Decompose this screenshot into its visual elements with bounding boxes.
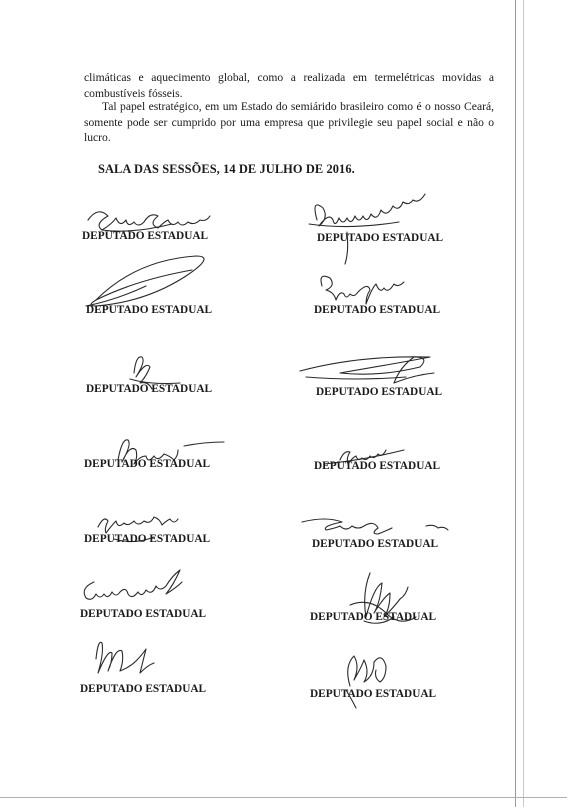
paragraph-continuation: climáticas e aquecimento global, como a realizada em termelétricas movidas a combustíveis fósseis. [84, 71, 494, 100]
signature-label: DEPUTADO ESTADUAL [310, 611, 437, 623]
signature-block [86, 345, 266, 415]
signature-label: DEPUTADO ESTADUAL [314, 304, 441, 316]
signature-block [86, 250, 266, 320]
signature-label: DEPUTADO ESTADUAL [80, 683, 207, 695]
paragraph-strategic-role: Tal papel estratégico, em um Estado do semiárido brasileiro como é o nosso Ceará, somente pode ser cumprido por uma empresa que privilegie seu papel social e não o lucro. [84, 100, 494, 144]
signature-block [305, 190, 485, 260]
signature-block [296, 345, 476, 415]
signature-label: DEPUTADO ESTADUAL [86, 304, 213, 316]
signature-block [310, 640, 490, 710]
signature-label: DEPUTADO ESTADUAL [80, 608, 207, 620]
handwritten-signature [86, 250, 266, 330]
signature-block [80, 635, 260, 705]
signature-block [314, 438, 494, 508]
signature-label: DEPUTADO ESTADUAL [314, 460, 441, 472]
scan-bottom-line [0, 797, 567, 798]
signature-label: DEPUTADO ESTADUAL [310, 688, 437, 700]
handwritten-signature [314, 266, 494, 326]
signature-block [310, 565, 490, 635]
session-date-line: SALA DAS SESSÕES, 14 DE JULHO DE 2016. [98, 162, 355, 176]
scan-edge-line [515, 0, 516, 807]
signature-label: DEPUTADO ESTADUAL [84, 458, 211, 470]
handwritten-signature [86, 345, 266, 405]
scan-edge-line [523, 0, 524, 807]
handwritten-signature [305, 190, 485, 270]
handwritten-signature [84, 430, 264, 480]
signature-label: DEPUTADO ESTADUAL [84, 533, 211, 545]
signature-block [314, 266, 494, 336]
signature-label: DEPUTADO ESTADUAL [316, 386, 443, 398]
handwritten-signature [298, 508, 478, 558]
signature-label: DEPUTADO ESTADUAL [317, 232, 444, 244]
signature-label: DEPUTADO ESTADUAL [82, 230, 209, 242]
handwritten-signature [310, 565, 490, 645]
signature-block [80, 568, 260, 638]
signature-block [84, 430, 264, 500]
handwritten-signature [84, 507, 264, 557]
signature-block [84, 507, 264, 577]
signature-label: DEPUTADO ESTADUAL [86, 383, 213, 395]
signature-label: DEPUTADO ESTADUAL [312, 538, 439, 550]
